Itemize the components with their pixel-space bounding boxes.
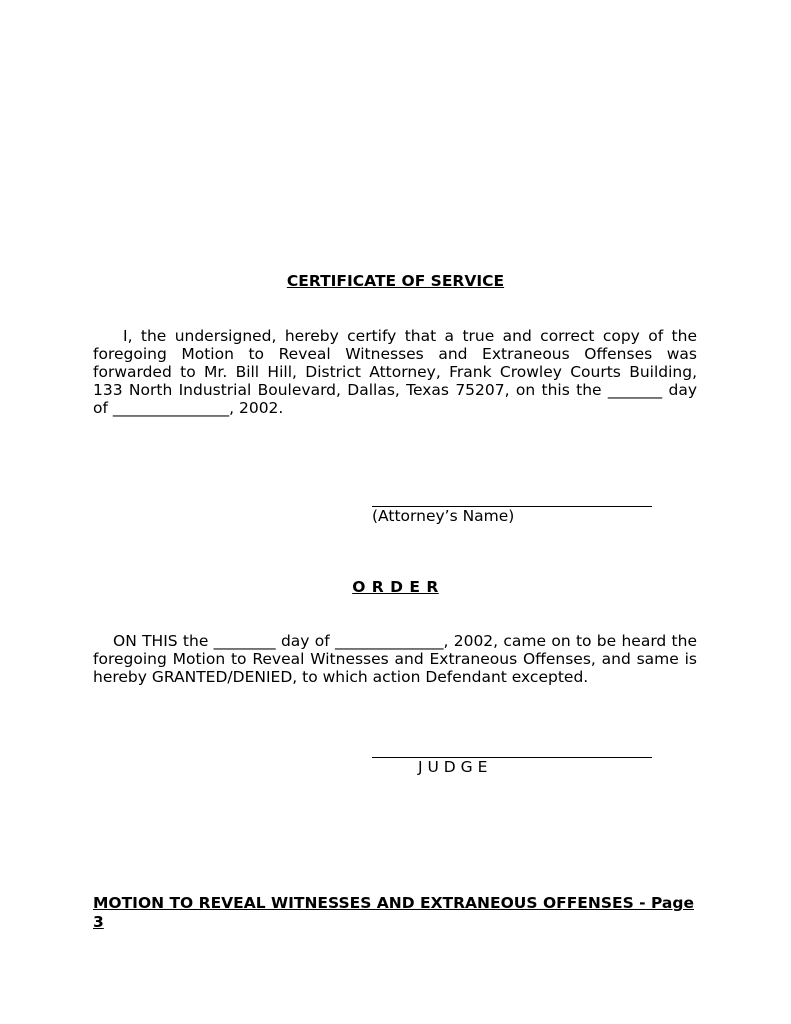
certificate-title: CERTIFICATE OF SERVICE [286, 272, 505, 290]
page-footer: MOTION TO REVEAL WITNESSES AND EXTRANEOUS OFFENSES - Page 3 [93, 894, 695, 931]
order-body-text: ON THIS the ________ day of ______________, 2002, came on to be heard the foregoing Motion to Reveal Witnesses and Extraneous Offenses, and same is hereby GRANTED/DENIED, to which action Defendant excepted. [93, 632, 697, 686]
order-title: O R D E R [352, 578, 439, 596]
certificate-body [93, 327, 697, 417]
judge-signature-line [372, 757, 652, 758]
judge-label: J U D G E [418, 758, 488, 776]
order-body [93, 632, 697, 686]
attorney-name-label: (Attorney’s Name) [372, 507, 515, 525]
certificate-body-text: I, the undersigned, hereby certify that a true and correct copy of the foregoing Motion to Reveal Witnesses and Extraneous Offenses was forwarded to Mr. Bill Hill, District Attorney, Frank Crowley Courts Building, 133 North Industrial Boulevard, Dallas, Texas 75207, on this the _______ day of _______________, 2002. [93, 327, 697, 417]
